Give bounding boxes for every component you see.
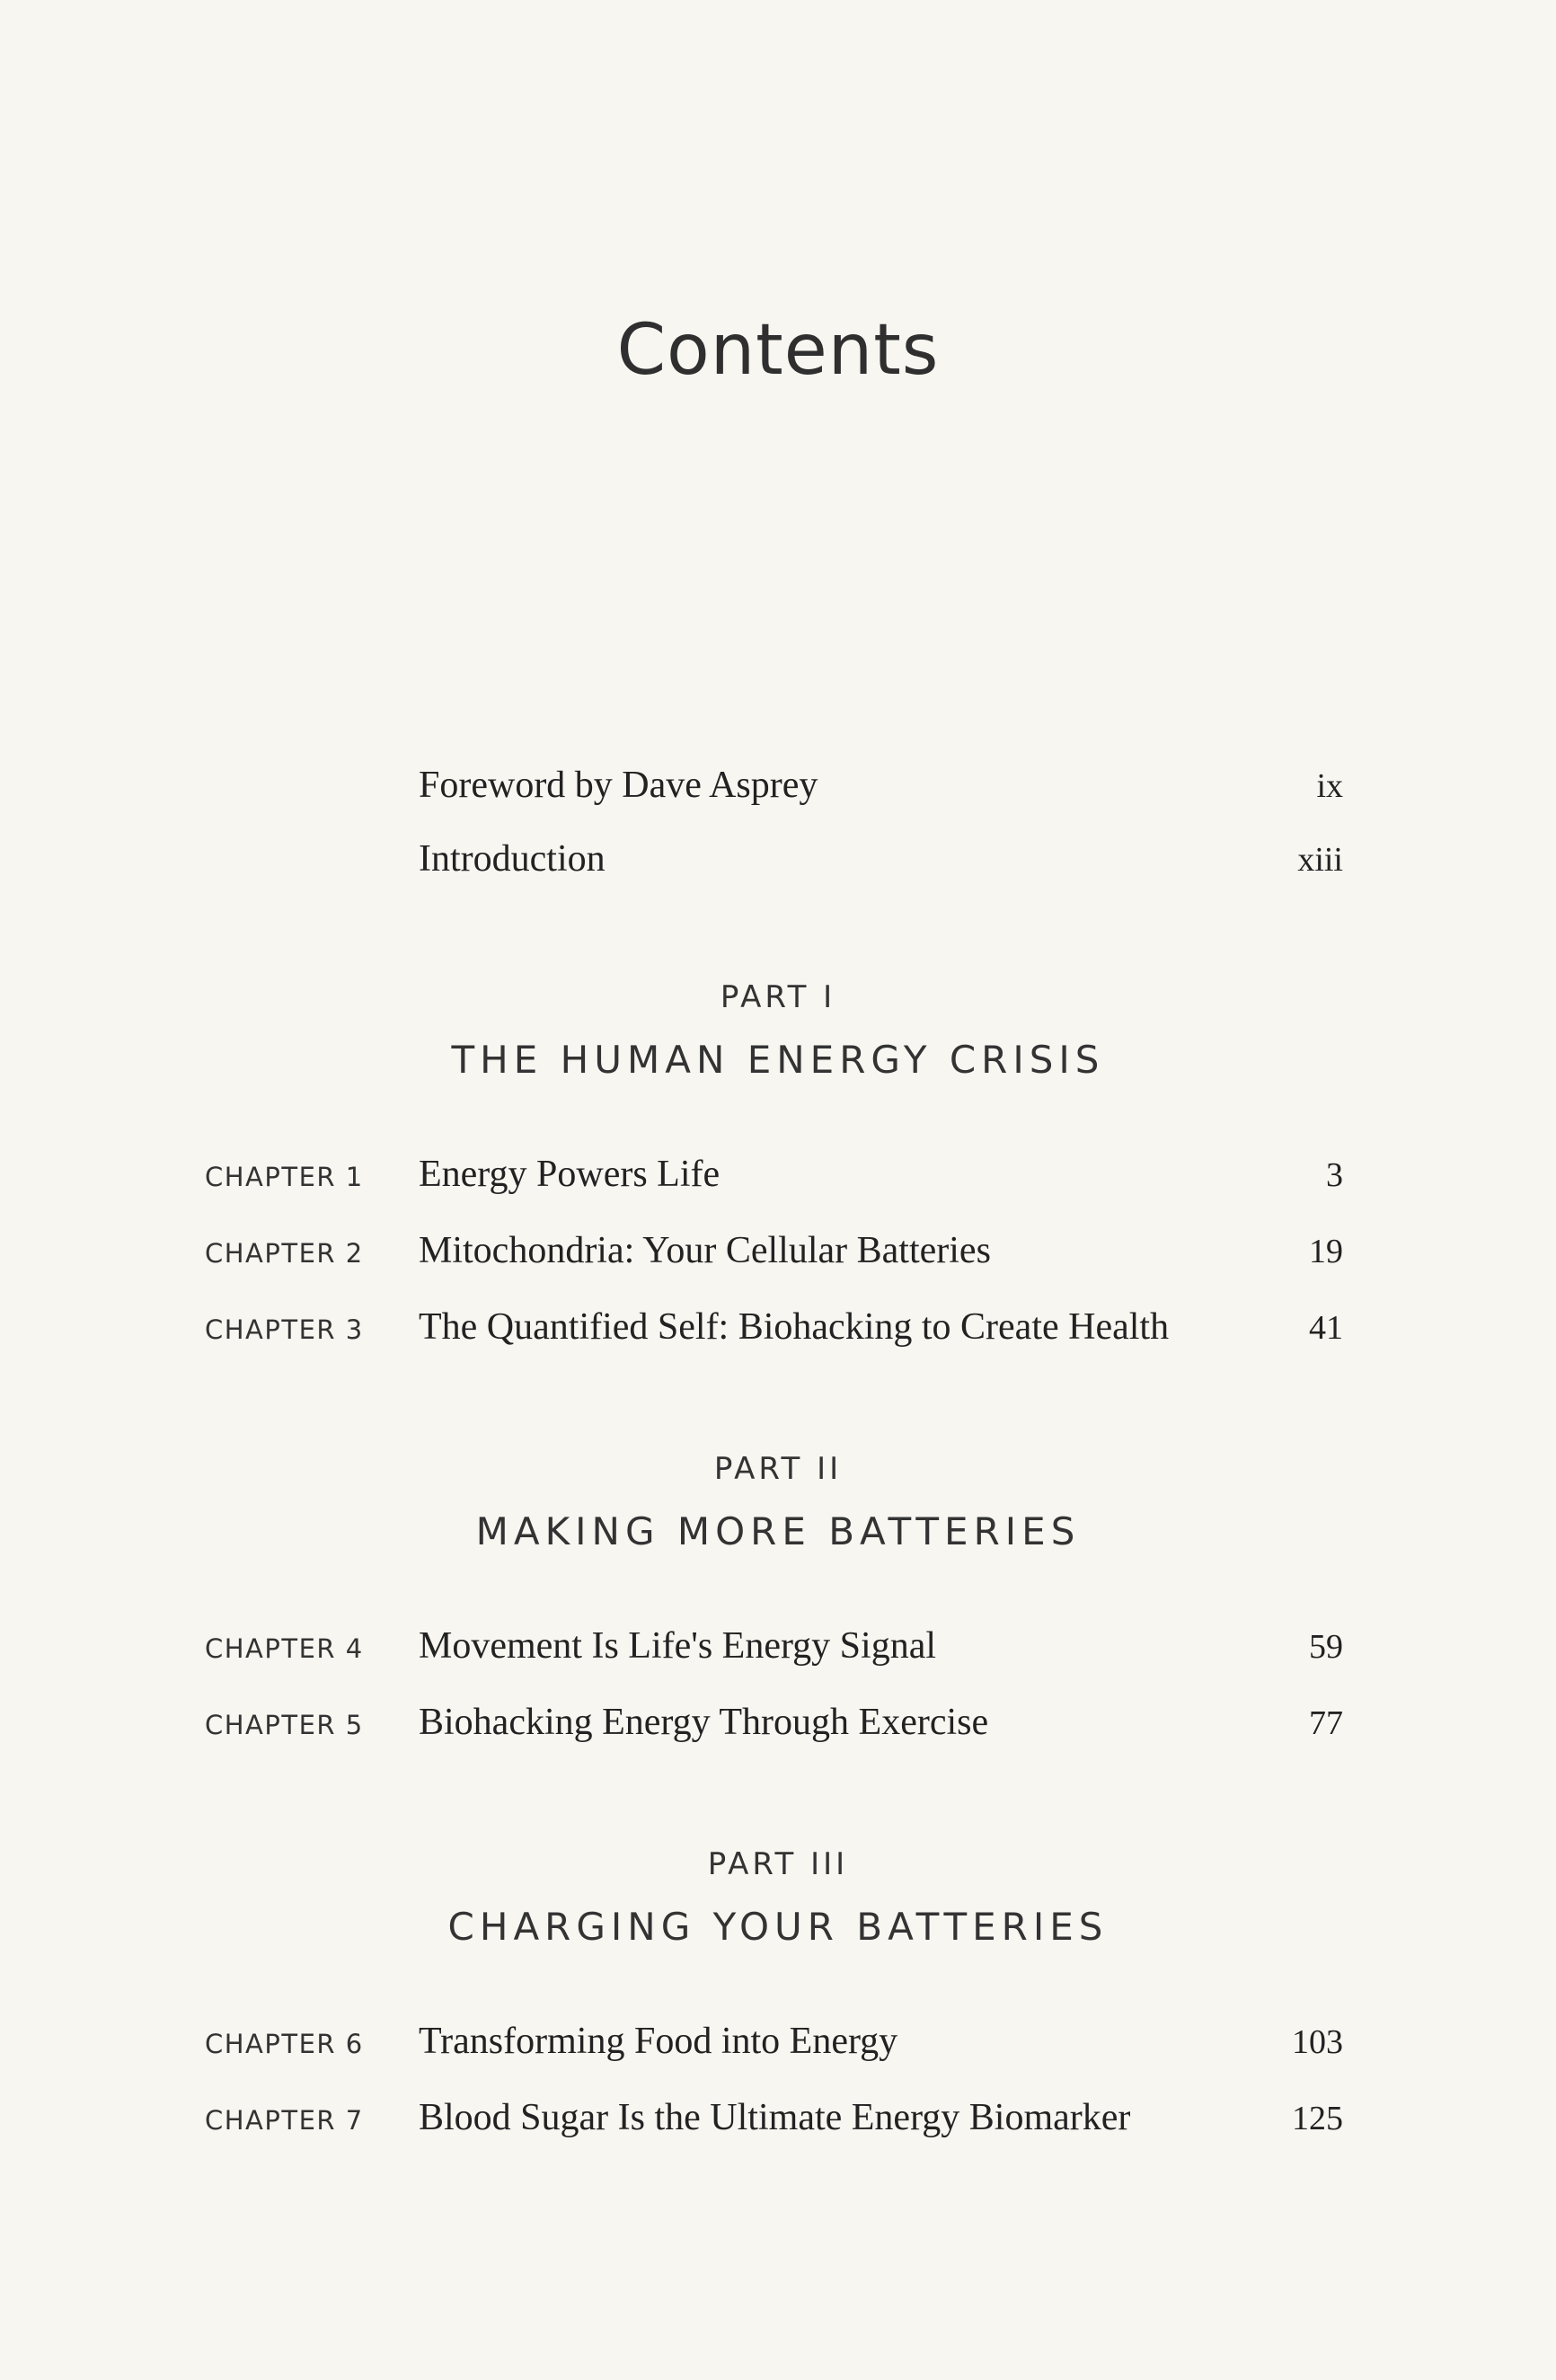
- entry-title: The Quantified Self: Biohacking to Create Health: [419, 1306, 1170, 1348]
- chapter-label: CHAPTER 5: [205, 1710, 364, 1740]
- chapter-label: CHAPTER 1: [205, 1162, 364, 1192]
- entry-title: Transforming Food into Energy: [419, 2021, 898, 2062]
- entry-title: Blood Sugar Is the Ultimate Energy Biomarker: [419, 2097, 1131, 2138]
- part-label: PART I: [720, 979, 836, 1015]
- entry-page-number: 19: [1309, 1233, 1343, 1270]
- entry-title: Movement Is Life's Energy Signal: [419, 1625, 937, 1667]
- entry-page-number: 41: [1309, 1309, 1343, 1347]
- toc-entry-chapter-4[interactable]: [205, 1624, 1343, 1687]
- entry-page-number: ix: [1316, 767, 1343, 805]
- entry-page-number: xiii: [1297, 841, 1343, 879]
- chapter-label: CHAPTER 3: [205, 1314, 364, 1345]
- part-label: PART II: [713, 1451, 843, 1487]
- toc-entry-chapter-3[interactable]: [205, 1305, 1343, 1368]
- entry-title: Introduction: [419, 838, 606, 880]
- entry-page-number: 125: [1292, 2100, 1343, 2137]
- part-label: PART III: [707, 1846, 849, 1882]
- entry-page-number: 103: [1292, 2023, 1343, 2061]
- part-title: THE HUMAN ENERGY CRISIS: [451, 1038, 1105, 1082]
- toc-entry-chapter-1[interactable]: [205, 1153, 1343, 1216]
- entry-page-number: 77: [1309, 1704, 1343, 1742]
- entry-page-number: 59: [1309, 1628, 1343, 1666]
- toc-entry-foreword[interactable]: [205, 764, 1343, 827]
- entry-title: Mitochondria: Your Cellular Batteries: [419, 1230, 991, 1271]
- entry-title: Foreword by Dave Asprey: [419, 765, 818, 806]
- entry-page-number: 3: [1326, 1156, 1343, 1194]
- toc-entry-introduction[interactable]: [205, 837, 1343, 900]
- chapter-label: CHAPTER 2: [205, 1238, 364, 1269]
- chapter-label: CHAPTER 4: [205, 1633, 364, 1664]
- chapter-label: CHAPTER 6: [205, 2029, 364, 2059]
- chapter-label: CHAPTER 7: [205, 2105, 364, 2136]
- toc-entry-chapter-7[interactable]: [205, 2096, 1343, 2159]
- part-title: CHARGING YOUR BATTERIES: [447, 1905, 1109, 1949]
- toc-entry-chapter-6[interactable]: [205, 2020, 1343, 2083]
- entry-title: Biohacking Energy Through Exercise: [419, 1702, 989, 1743]
- page-title: Contents: [616, 310, 940, 391]
- toc-entry-chapter-5[interactable]: [205, 1701, 1343, 1764]
- part-title: MAKING MORE BATTERIES: [475, 1509, 1081, 1553]
- entry-title: Energy Powers Life: [419, 1154, 721, 1195]
- toc-entry-chapter-2[interactable]: [205, 1229, 1343, 1292]
